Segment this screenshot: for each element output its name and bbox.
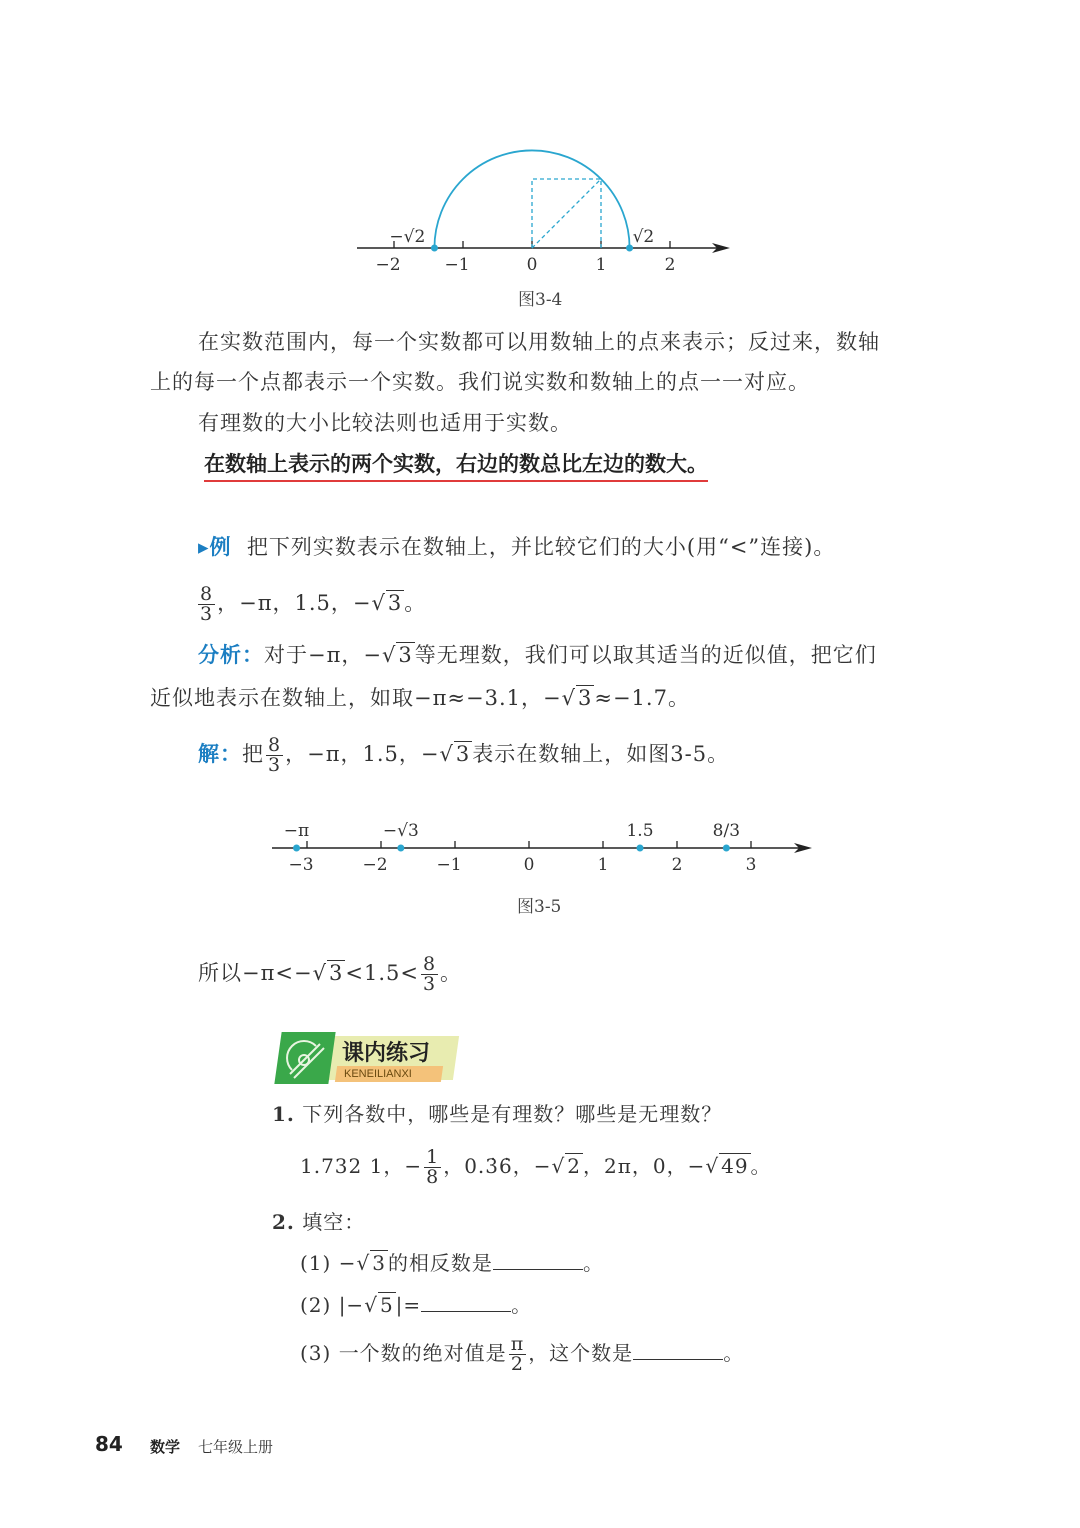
exercise-subtitle: KENEILIANXI	[344, 1068, 412, 1080]
point-marker	[293, 845, 300, 852]
figure-3-5	[272, 821, 812, 875]
unit-square-dashed	[532, 179, 601, 248]
protractor-icon	[274, 1032, 335, 1084]
point-label: 8/3	[712, 821, 741, 841]
answer-blank[interactable]	[493, 1249, 583, 1270]
point-marker	[397, 845, 404, 852]
rule-statement: 在数轴上表示的两个实数，右边的数总比左边的数大。	[204, 449, 708, 482]
question-2-1: (1) −√ 3 的相反数是 。	[300, 1251, 604, 1275]
footer-subject: 数学	[150, 1438, 181, 1456]
footer-grade: 七年级上册	[198, 1438, 274, 1456]
tick-label: 3	[745, 855, 757, 875]
figure-3-4-caption: 图3-4	[518, 290, 563, 310]
question-1-numbers: 1.732 1，− $\frac{1}{8}$ ，0.3̇6̇，−√ 2 ，2π，0，−√ 49 。	[300, 1146, 772, 1188]
solution-line: 解：把 $\frac{8}{3}$ ，−π，1.5，−√3表示在数轴上，如图3-5。	[198, 734, 730, 776]
question-2-3: (3) 一个数的绝对值是 $\frac{\pi}{2}$ ，这个数是 。	[300, 1333, 745, 1375]
figure-3-5-caption: 图3-5	[517, 897, 562, 917]
tick-label: 1	[595, 255, 607, 275]
point-marker	[723, 845, 730, 852]
tick-label: −1	[436, 855, 462, 875]
conclusion: 所以−π<−√3<1.5< $\frac{8}{3}$ 。	[198, 953, 463, 995]
point-label: −π	[283, 821, 310, 841]
page-number: 84	[95, 1432, 123, 1456]
paragraph: 上的每一个点都表示一个实数。我们说实数和数轴上的点一一对应。	[150, 370, 810, 394]
analysis-line: 分析：对于−π，−√3等无理数，我们可以取其适当的近似值，把它们	[198, 643, 877, 667]
tick-label: −2	[375, 255, 401, 275]
tick-label: 0	[526, 255, 538, 275]
tick-label: 1	[597, 855, 609, 875]
example-numbers: $\frac{8}{3}$ ，−π，1.5，−√3。	[200, 583, 427, 625]
point-marker	[637, 845, 644, 852]
point-label: 1.5	[626, 821, 654, 841]
point-label: √2	[632, 227, 655, 247]
figure-3-4	[357, 150, 730, 275]
question-1: 1. 下列各数中，哪些是有理数？哪些是无理数？	[272, 1102, 723, 1126]
paragraph: 有理数的大小比较法则也适用于实数。	[198, 411, 572, 435]
tick-label: 0	[523, 855, 535, 875]
point-label: −√3	[382, 821, 419, 841]
point-label: −√2	[389, 227, 426, 247]
tick-label: 2	[671, 855, 683, 875]
question-2-2: (2) |−√ 5 |= 。	[300, 1293, 533, 1317]
example-label: ▸例	[198, 535, 232, 559]
point-marker	[431, 245, 438, 252]
paragraph: 在实数范围内，每一个实数都可以用数轴上的点来表示；反过来，数轴	[198, 330, 880, 354]
tick-label: −2	[362, 855, 388, 875]
tick-label: 2	[664, 255, 676, 275]
question-2: 2. 填空：	[272, 1210, 366, 1234]
analysis-line: 近似地表示在数轴上，如取−π≈−3.1，−√3≈−1.7。	[150, 686, 690, 710]
exercise-badge	[272, 1032, 458, 1084]
example-heading	[198, 532, 835, 562]
answer-blank[interactable]	[421, 1291, 511, 1312]
example-text: 把下列实数表示在数轴上，并比较它们的大小(用“<”连接)。	[246, 535, 836, 559]
tick-label: −1	[444, 255, 470, 275]
exercise-title: 课内练习	[342, 1041, 431, 1066]
answer-blank[interactable]	[633, 1339, 723, 1360]
tick-label: −3	[288, 855, 314, 875]
